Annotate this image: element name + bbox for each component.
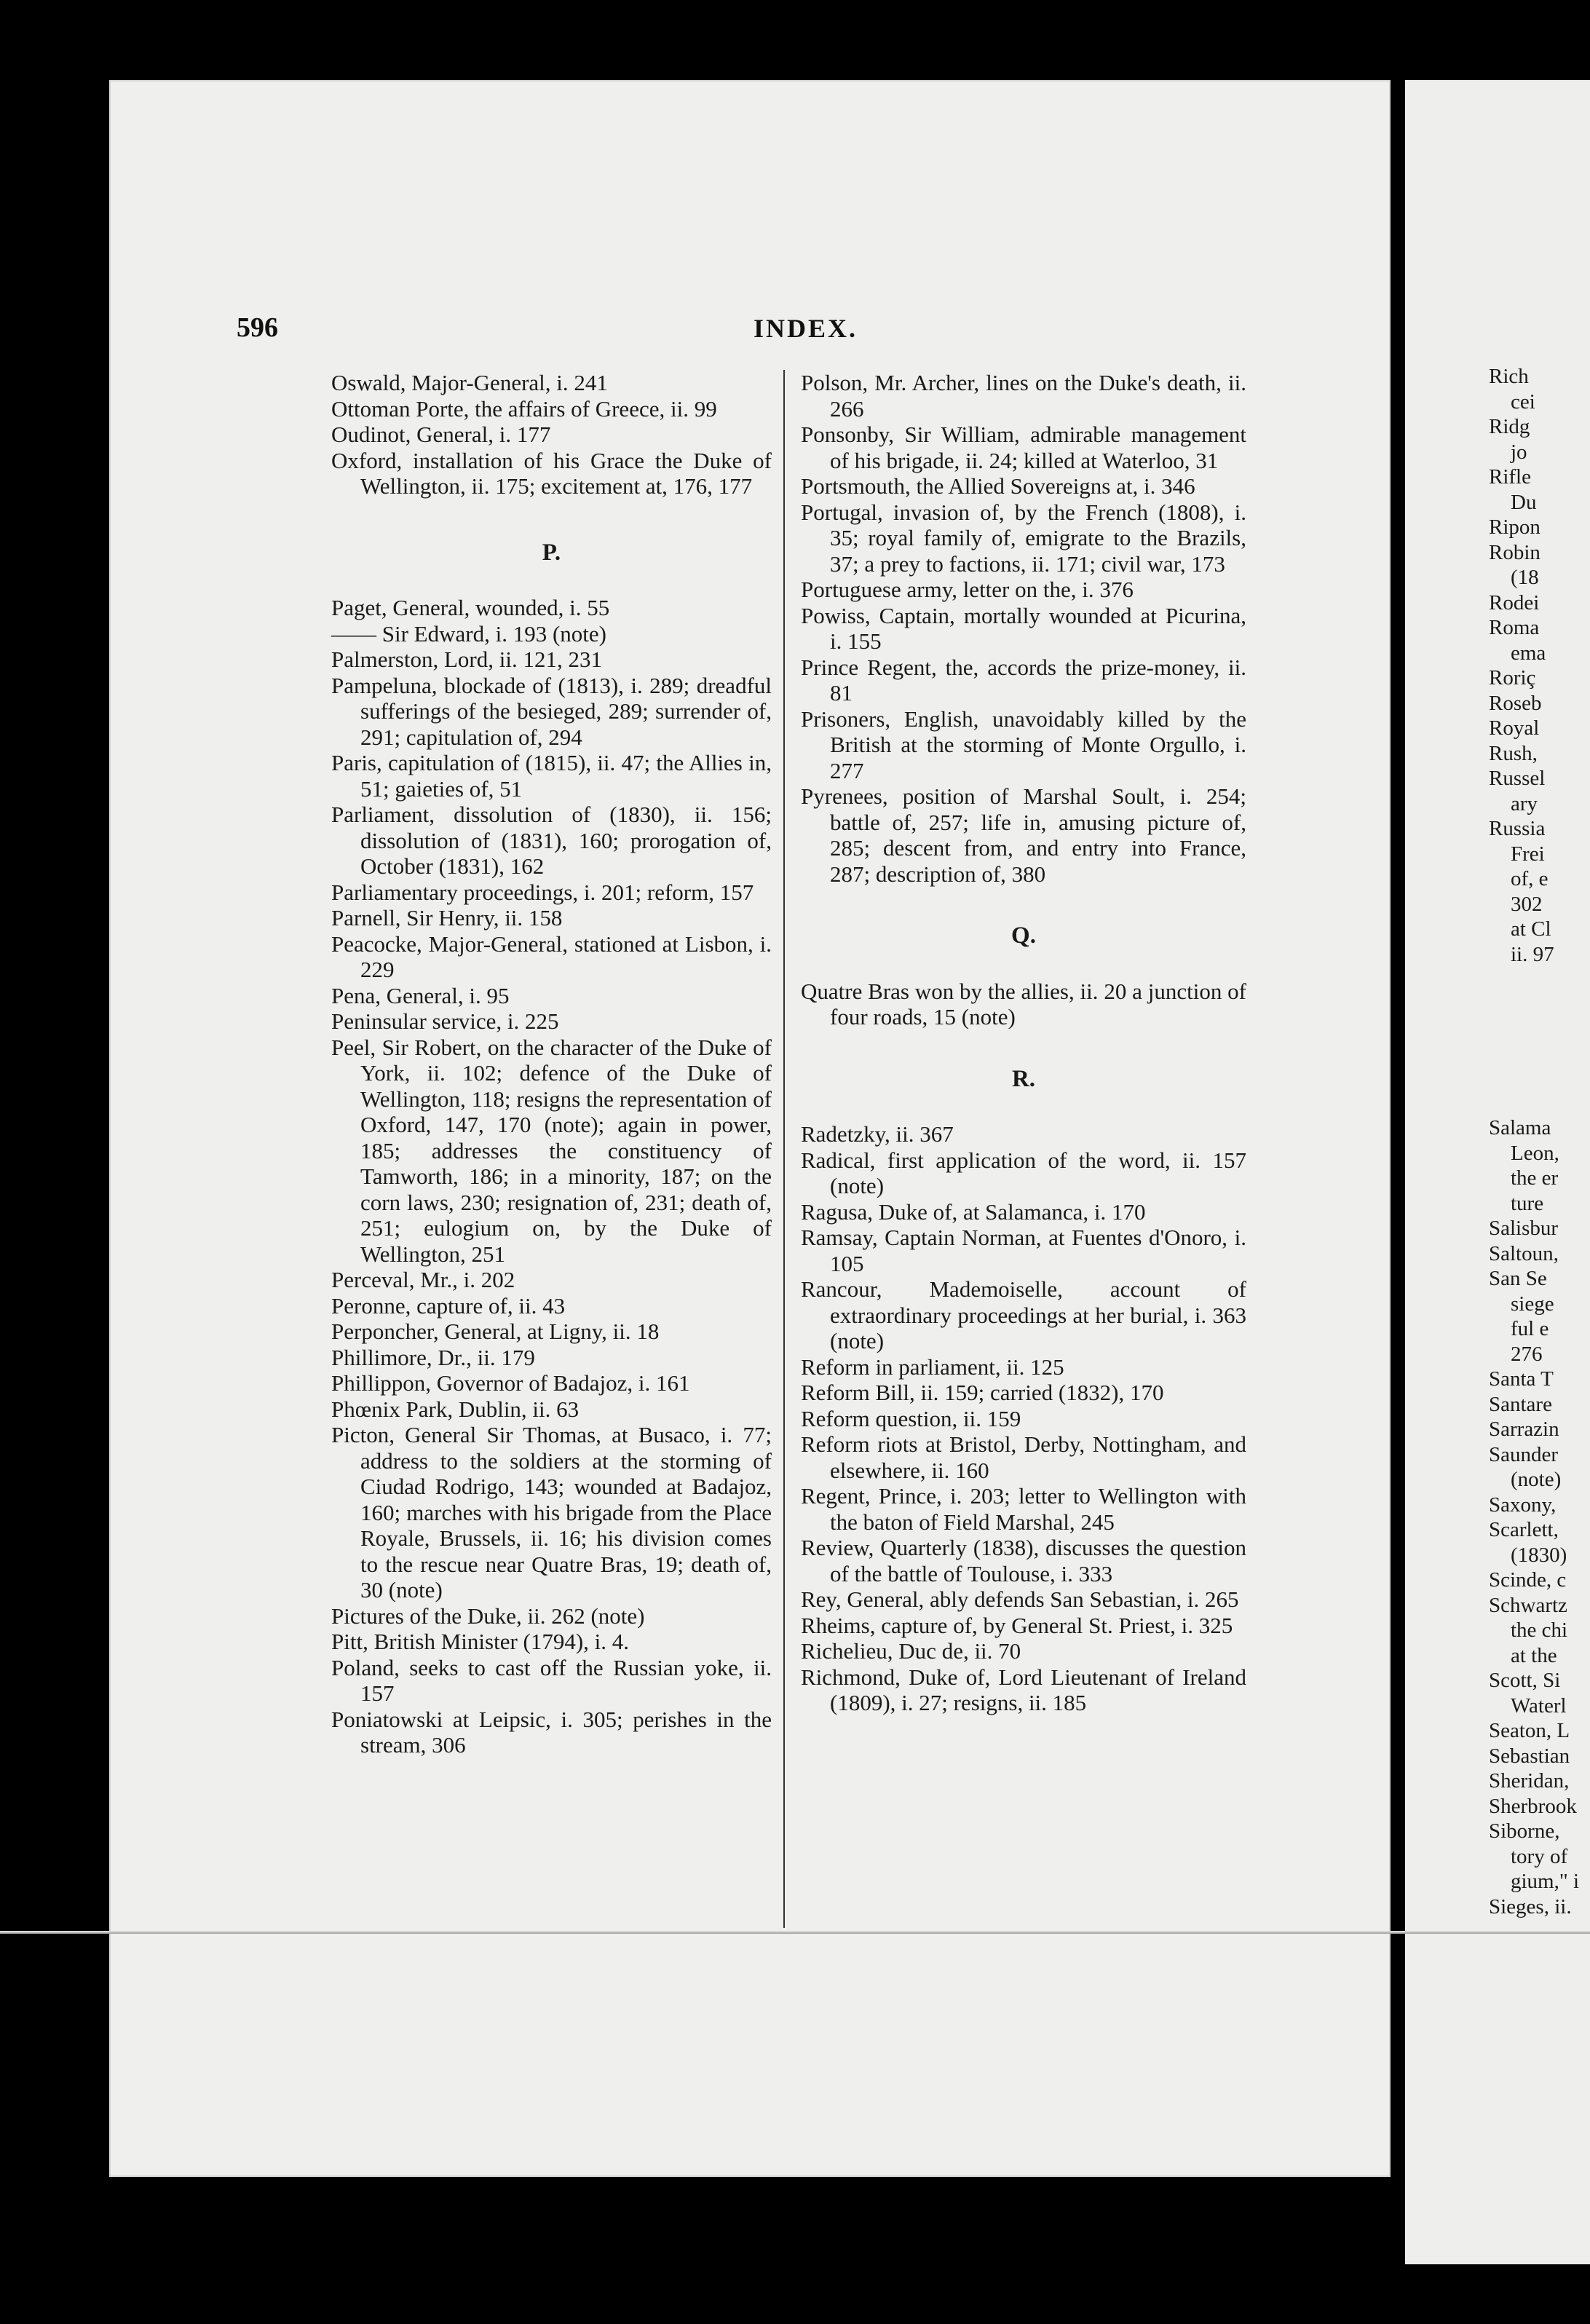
index-entry: Pictures of the Duke, ii. 262 (note) <box>331 1602 645 1629</box>
index-entry: Reform Bill, ii. 159; carried (1832), 170 <box>801 1380 1164 1405</box>
index-entry: Rancour, Mademoiselle, account of extraordinary proceedings at her burial, i. 363 (note) <box>801 1276 1246 1353</box>
facing-page-fragment: Rush, <box>1489 741 1538 765</box>
facing-page-fragment: Roriç <box>1489 666 1536 689</box>
section-letter-heading: Q. <box>1011 922 1036 949</box>
facing-page-fragment: Salama <box>1489 1116 1551 1139</box>
facing-page-fragment: ful e <box>1511 1317 1549 1340</box>
index-entry: Picton, General Sir Thomas, at Busaco, i. 77; address to the soldiers at the storming of Ciudad Rodrigo, 143; wounded at Badajoz, 160; marches with his brigade from the Place Royale, Brussels, ii. 16; his division comes to the rescue near Quatre Bras, 19; death of, 30 (note) <box>331 1422 772 1602</box>
facing-page-fragment: San Se <box>1489 1267 1547 1290</box>
index-entry: Ponsonby, Sir William, admirable management of his brigade, ii. 24; killed at Waterloo, 31 <box>801 422 1246 473</box>
index-entry: Perponcher, General, at Ligny, ii. 18 <box>331 1319 660 1344</box>
page-title: INDEX. <box>754 314 858 343</box>
index-entry: Pyrenees, position of Marshal Soult, i. 254; battle of, 257; life in, amusing picture of, 285; descent from, and entry into France, 287; description of, 380 <box>801 783 1246 887</box>
index-entry: Portuguese army, letter on the, i. 376 <box>801 577 1134 602</box>
facing-page-fragment: Leon, <box>1511 1141 1559 1165</box>
facing-page-fragment: Siborne, <box>1489 1819 1560 1843</box>
facing-page-fragment: Scinde, c <box>1489 1568 1567 1592</box>
index-entry: Parliament, dissolution of (1830), ii. 156; dissolution of (1831), 160; prorogation of, October (1831), 162 <box>331 802 772 879</box>
facing-page-fragment: the chi <box>1511 1618 1568 1642</box>
index-entry: Peacocke, Major-General, stationed at Lisbon, i. 229 <box>331 930 772 982</box>
facing-page-fragment: at Cl <box>1511 917 1551 941</box>
index-entry: Palmerston, Lord, ii. 121, 231 <box>331 647 602 672</box>
facing-page-fragment: Ridg <box>1489 415 1530 438</box>
facing-page-fragment: of, e <box>1511 867 1549 890</box>
index-entry: Peronne, capture of, ii. 43 <box>331 1292 566 1319</box>
facing-page-fragment: siege <box>1511 1292 1554 1316</box>
facing-page-fragment: jo <box>1511 440 1527 464</box>
facing-page-fragment: Frei <box>1511 842 1545 866</box>
index-entry: Paget, General, wounded, i. 55 <box>331 595 610 620</box>
index-entry: Poland, seeks to cast off the Russian yoke, ii. 157 <box>331 1654 772 1706</box>
index-entry: Richelieu, Duc de, ii. 70 <box>801 1638 1021 1664</box>
index-entry: Powiss, Captain, mortally wounded at Picurina, i. 155 <box>801 602 1246 654</box>
facing-page <box>1405 80 1590 2264</box>
index-entry: Portugal, invasion of, by the French (1808), i. 35; royal family of, emigrate to the Brazils, 37; a prey to factions, ii. 171; civil war, 173 <box>801 499 1246 577</box>
facing-page-fragment: (1830) <box>1511 1543 1567 1567</box>
index-entry: Oudinot, General, i. 177 <box>331 422 551 447</box>
facing-page-fragment: Rifle <box>1489 465 1531 489</box>
section-letter-heading: P. <box>542 539 561 566</box>
facing-page-fragment: Robin <box>1489 540 1540 564</box>
facing-page-fragment: the er <box>1511 1166 1559 1190</box>
facing-page-fragment: ary <box>1511 791 1538 815</box>
index-entry: Reform riots at Bristol, Derby, Nottingham, and elsewhere, ii. 160 <box>801 1431 1246 1483</box>
facing-page-fragment: Royal <box>1489 716 1540 740</box>
index-entry: Ragusa, Duke of, at Salamanca, i. 170 <box>801 1198 1146 1225</box>
facing-page-fragment: 302 <box>1511 892 1543 916</box>
facing-page-fragment: Rodei <box>1489 590 1540 614</box>
index-entry: Phillimore, Dr., ii. 179 <box>331 1344 535 1370</box>
index-entry: Rheims, capture of, by General St. Priest, i. 325 <box>801 1612 1233 1638</box>
facing-page-fragment: Salisbur <box>1489 1217 1559 1240</box>
facing-page-fragment: at the <box>1511 1643 1557 1667</box>
index-entry: Prisoners, English, unavoidably killed by the British at the storming of Monte Orgullo, i. 277 <box>801 706 1246 783</box>
facing-page-fragment: Ripon <box>1489 515 1540 539</box>
index-entry: Reform question, ii. 159 <box>801 1405 1021 1431</box>
column-divider <box>783 370 785 1928</box>
index-entry: Phillippon, Governor of Badajoz, i. 161 <box>331 1370 690 1396</box>
facing-page-fragment: Schwartz <box>1489 1593 1567 1617</box>
facing-page-fragment: Sheridan, <box>1489 1769 1570 1793</box>
facing-page-fragment: (18 <box>1511 566 1539 589</box>
index-entry: Regent, Prince, i. 203; letter to Wellington with the baton of Field Marshal, 245 <box>801 1483 1246 1535</box>
facing-page-fragment: Sherbrook <box>1489 1794 1577 1818</box>
index-entry: Pitt, British Minister (1794), i. 4. <box>331 1629 630 1654</box>
index-entry: Pampeluna, blockade of (1813), i. 289; dreadful sufferings of the besieged, 289; surrender of, 291; capitulation of, 294 <box>331 672 772 750</box>
index-entry: Phœnix Park, Dublin, ii. 63 <box>331 1396 580 1422</box>
index-entry: Prince Regent, the, accords the prize-money, ii. 81 <box>801 654 1246 706</box>
index-entry: Oswald, Major-General, i. 241 <box>331 370 608 395</box>
facing-page-fragment: Santa T <box>1489 1367 1554 1391</box>
index-entry: Ottoman Porte, the affairs of Greece, ii. 99 <box>331 395 717 422</box>
facing-page-fragment: (note) <box>1511 1468 1562 1491</box>
index-entry: Review, Quarterly (1838), discusses the question of the battle of Toulouse, i. 333 <box>801 1535 1246 1586</box>
facing-page-fragment: ema <box>1511 641 1546 665</box>
index-entry: —— Sir Edward, i. 193 (note) <box>331 620 606 647</box>
facing-page-fragment: Russia <box>1489 817 1546 840</box>
facing-page-fragment: Sieges, ii. <box>1489 1894 1572 1918</box>
index-column-left <box>331 370 772 1758</box>
facing-page-fragment: gium," i <box>1511 1870 1580 1893</box>
facing-page-fragment: Du <box>1511 490 1537 514</box>
facing-page-fragment: Roseb <box>1489 691 1542 715</box>
facing-page-fragment: Sebastian <box>1489 1744 1570 1768</box>
facing-page-fragment: Seaton, L <box>1489 1719 1570 1742</box>
facing-page-fragment: Sarrazin <box>1489 1418 1559 1441</box>
index-entry: Pena, General, i. 95 <box>331 982 510 1008</box>
index-entry: Ramsay, Captain Norman, at Fuentes d'Onoro, i. 105 <box>801 1225 1246 1276</box>
index-entry: Richmond, Duke of, Lord Lieutenant of Ireland (1809), i. 27; resigns, ii. 185 <box>801 1664 1246 1715</box>
index-entry: Oxford, installation of his Grace the Duke of Wellington, ii. 175; excitement at, 176, 177 <box>331 447 772 499</box>
index-entry: Poniatowski at Leipsic, i. 305; perishes in the stream, 306 <box>331 1706 772 1758</box>
index-entry: Parliamentary proceedings, i. 201; reform, 157 <box>331 879 754 905</box>
facing-page-fragment: Saunder <box>1489 1442 1559 1466</box>
index-entry: Quatre Bras won by the allies, ii. 20 a junction of four roads, 15 (note) <box>801 978 1246 1029</box>
section-letter-heading: R. <box>1011 1065 1036 1092</box>
index-entry: Paris, capitulation of (1815), ii. 47; the Allies in, 51; gaieties of, 51 <box>331 750 772 802</box>
index-entry: Parnell, Sir Henry, ii. 158 <box>331 905 563 930</box>
facing-page-fragment: Scott, Si <box>1489 1669 1561 1692</box>
page-number: 596 <box>237 312 278 343</box>
facing-page-fragment: cei <box>1511 390 1535 414</box>
facing-page-fragment: tory of <box>1511 1844 1568 1868</box>
index-entry: Rey, General, ably defends San Sebastian, i. 265 <box>801 1586 1239 1612</box>
scan-artifact-line <box>0 1931 1590 1934</box>
index-entry: Peninsular service, i. 225 <box>331 1008 559 1034</box>
index-entry: Portsmouth, the Allied Sovereigns at, i. 346 <box>801 473 1195 499</box>
index-column-right <box>801 370 1246 1716</box>
facing-page-fragment: ture <box>1511 1191 1544 1215</box>
facing-page-fragment: Saxony, <box>1489 1493 1557 1517</box>
facing-page-fragment: Waterl <box>1511 1693 1567 1718</box>
facing-page-fragment: Rich <box>1489 365 1529 388</box>
index-entry: Radetzky, ii. 367 <box>801 1121 954 1147</box>
facing-page-fragment: Russel <box>1489 767 1546 790</box>
facing-page-fragment: Santare <box>1489 1392 1552 1416</box>
index-entry: Perceval, Mr., i. 202 <box>331 1267 515 1292</box>
index-entry: Polson, Mr. Archer, lines on the Duke's death, ii. 266 <box>801 370 1246 422</box>
facing-page-fragment: Scarlett, <box>1489 1518 1559 1541</box>
index-entry: Reform in parliament, ii. 125 <box>801 1353 1064 1380</box>
index-entry: Radical, first application of the word, ii. 157 (note) <box>801 1147 1246 1198</box>
index-entry: Peel, Sir Robert, on the character of the Duke of York, ii. 102; defence of the Duke of Wellington, 118; resigns the representation of Oxford, 147, 170 (note); again in power, 185; addresses the constituency of Tamworth, 186; in a minority, 187; on the corn laws, 230; resignation of, 231; death of, 251; eulogium on, by the Duke of Wellington, 251 <box>331 1034 772 1267</box>
facing-page-fragment: ii. 97 <box>1511 942 1554 966</box>
facing-page-fragment: Saltoun, <box>1489 1241 1559 1265</box>
facing-page-fragment: 276 <box>1511 1342 1543 1366</box>
facing-page-fragment: Roma <box>1489 616 1540 639</box>
